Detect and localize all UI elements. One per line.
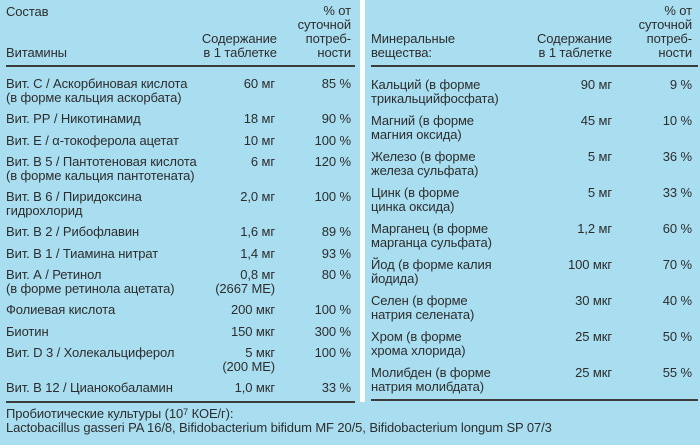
probiotics-title: Пробиотические культуры ($10^7$ КОЕ/г): <box>6 406 234 421</box>
daily-value-percent: 60 % <box>662 221 692 236</box>
substance-name: Биотин <box>6 323 49 339</box>
amount-per-tablet: 30 мкг <box>575 293 612 308</box>
daily-value-percent: 50 % <box>662 329 692 344</box>
minerals-group-label: Минеральные вещества: <box>371 31 455 60</box>
percent-column-header: % от суточной потреб- ности <box>297 3 351 60</box>
amount-column-header: Содержание в 1 таблетке <box>537 31 612 60</box>
daily-value-percent: 33 % <box>321 380 351 395</box>
table-row <box>371 186 698 213</box>
substance-name: Вит. В 6 / Пиридоксина гидрохлорид <box>6 189 142 218</box>
amount-per-tablet: 1,0 мкг <box>234 380 275 395</box>
daily-value-percent: 40 % <box>662 293 692 308</box>
probiotics-footer <box>6 407 698 435</box>
daily-value-percent: 100 % <box>314 132 351 148</box>
table-row <box>371 330 698 357</box>
substance-name: Фолиевая кислота <box>6 302 116 317</box>
amount-per-tablet: 5 мг <box>587 185 612 200</box>
table-divider <box>360 0 365 402</box>
substance-name: Вит. В 5 / Пантотеновая кислота (в форме кальция пантотената) <box>6 154 197 183</box>
percent-column-header: % от суточной потреб- ности <box>638 3 692 60</box>
probiotic-strains: Lactobacillus gasseri PA 16/8, Bifidobacterium bifidum MF 20/5, Bifidobacterium longum SP 07/3 <box>6 420 552 435</box>
daily-value-percent: 80 % <box>321 267 351 282</box>
table-row <box>371 258 698 285</box>
substance-name: Вит. А / Ретинол (в форме ретинола ацетата) <box>6 267 175 296</box>
minerals-rows <box>371 67 698 401</box>
daily-value-percent: 55 % <box>662 365 692 380</box>
daily-value-percent: 9 % <box>669 77 692 92</box>
minerals-table-header <box>371 4 698 67</box>
daily-value-percent: 90 % <box>321 111 351 126</box>
amount-per-tablet: 0,8 мг (2667 МЕ) <box>215 267 275 296</box>
table-row <box>371 78 698 105</box>
daily-value-percent: 93 % <box>321 245 351 261</box>
amount-per-tablet: 6 мг <box>250 154 275 169</box>
daily-value-percent: 100 % <box>314 345 351 360</box>
amount-per-tablet: 5 мг <box>587 149 612 164</box>
amount-per-tablet: 18 мг <box>243 111 275 126</box>
table-row <box>371 222 698 249</box>
daily-value-percent: 100 % <box>314 189 351 204</box>
cfu-exponent: 7 <box>183 407 189 417</box>
amount-per-tablet: 1,2 мг <box>577 221 612 236</box>
substance-name: Кальций (в форме трикальцийфосфата) <box>371 77 499 106</box>
composition-title: Состав <box>6 4 49 19</box>
daily-value-percent: 300 % <box>314 323 351 339</box>
table-row <box>6 346 355 373</box>
amount-per-tablet: 150 мкг <box>231 323 275 339</box>
table-row <box>6 268 355 295</box>
daily-value-percent: 85 % <box>321 76 351 91</box>
substance-name: Вит. С / Аскорбиновая кислота (в форме кальция аскорбата) <box>6 76 188 105</box>
substance-name: Магний (в форме магния оксида) <box>371 113 474 142</box>
amount-per-tablet: 60 мг <box>243 76 275 91</box>
daily-value-percent: 89 % <box>321 224 351 239</box>
substance-name: Вит. РР / Никотинамид <box>6 111 141 126</box>
vitamins-rows <box>6 67 355 403</box>
amount-per-tablet: 2,0 мг <box>240 189 275 204</box>
table-row <box>6 325 355 339</box>
daily-value-percent: 100 % <box>314 302 351 317</box>
substance-name: Железо (в форме железа сульфата) <box>371 149 479 178</box>
amount-per-tablet: 200 мкг <box>231 302 275 317</box>
substance-name: Вит. В 12 / Цианокобаламин <box>6 380 173 395</box>
amount-per-tablet: 90 мг <box>580 77 612 92</box>
table-row <box>371 366 698 393</box>
substance-name: Селен (в форме натрия селената) <box>371 293 475 322</box>
table-row <box>6 155 355 182</box>
substance-name: Йод (в форме калия йодида) <box>371 257 492 286</box>
table-row <box>371 294 698 321</box>
amount-per-tablet: 5 мкг (200 МЕ) <box>222 345 275 374</box>
substance-name: Вит. В 1 / Тиамина нитрат <box>6 245 159 261</box>
table-row <box>6 247 355 261</box>
amount-per-tablet: 10 мг <box>243 132 275 148</box>
minerals-table <box>371 4 698 401</box>
table-row <box>6 381 355 395</box>
vitamins-group-label: Витамины <box>6 45 67 60</box>
vitamins-table <box>6 4 355 403</box>
table-row <box>6 303 355 317</box>
table-row <box>6 190 355 217</box>
amount-per-tablet: 25 мкг <box>575 365 612 380</box>
amount-per-tablet: 25 мкг <box>575 329 612 344</box>
table-row <box>6 225 355 239</box>
amount-per-tablet: 45 мг <box>580 113 612 128</box>
substance-name: Вит. В 2 / Рибофлавин <box>6 224 140 239</box>
substance-name: Цинк (в форме цинка оксида) <box>371 185 460 214</box>
daily-value-percent: 120 % <box>314 154 351 169</box>
daily-value-percent: 36 % <box>662 149 692 164</box>
vitamins-table-header <box>6 4 355 67</box>
substance-name: Вит. D 3 / Холекальциферол <box>6 345 175 360</box>
table-row <box>6 112 355 126</box>
amount-per-tablet: 100 мкг <box>568 257 612 272</box>
table-row <box>6 77 355 104</box>
substance-name: Вит. Е / α-токоферола ацетат <box>6 132 179 148</box>
amount-column-header: Содержание в 1 таблетке <box>201 31 277 60</box>
daily-value-percent: 33 % <box>662 185 692 200</box>
amount-per-tablet: 1,4 мг <box>240 245 275 261</box>
table-row <box>371 114 698 141</box>
amount-per-tablet: 1,6 мг <box>240 224 275 239</box>
substance-name: Марганец (в форме марганца сульфата) <box>371 221 492 250</box>
substance-name: Молибден (в форме натрия молибдата) <box>371 365 491 394</box>
table-row <box>371 150 698 177</box>
substance-name: Хром (в форме хрома хлорида) <box>371 329 466 358</box>
daily-value-percent: 10 % <box>662 113 692 128</box>
table-row <box>6 134 355 148</box>
daily-value-percent: 70 % <box>662 257 692 272</box>
